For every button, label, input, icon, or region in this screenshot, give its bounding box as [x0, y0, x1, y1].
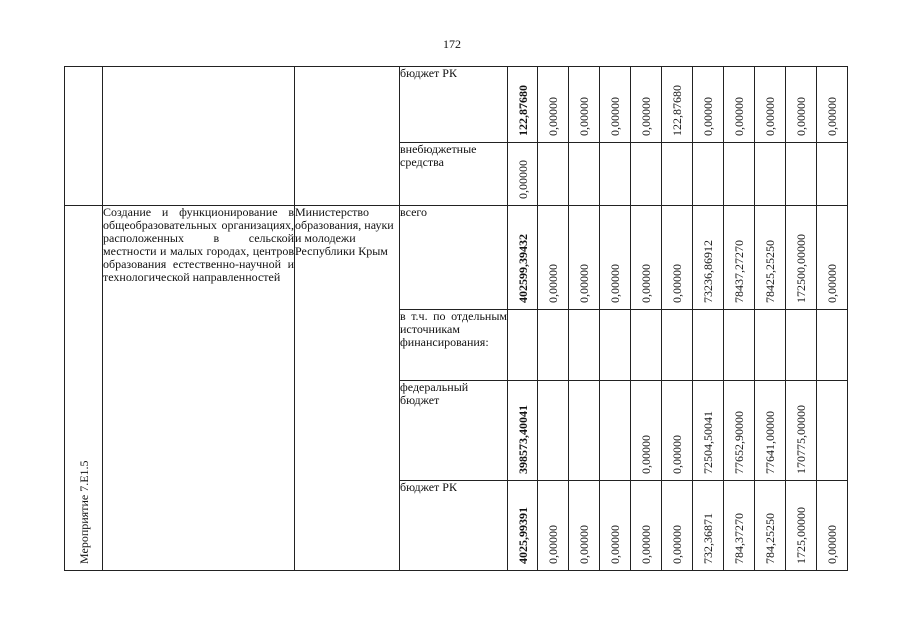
empty-cell [103, 67, 295, 206]
year-cell: 0,00000 [569, 206, 600, 310]
year-cell: 122,87680 [662, 67, 693, 143]
total-cell: 4025,99391 [508, 481, 538, 571]
source-label: бюджет РК [400, 481, 508, 571]
year-cell [662, 310, 693, 381]
year-cell [600, 381, 631, 481]
year-cell: 77641,00000 [755, 381, 786, 481]
empty-cell [65, 67, 103, 206]
year-cell: 0,00000 [817, 206, 848, 310]
source-label: бюджет РК [400, 67, 508, 143]
year-cell: 0,00000 [600, 206, 631, 310]
year-cell: 0,00000 [662, 481, 693, 571]
table-row [65, 67, 848, 143]
measure-executor: Министерство образования, науки и молодежи Республики Крым [295, 206, 400, 571]
page-number: 172 [443, 37, 461, 51]
year-cell [538, 310, 569, 381]
year-cell [600, 143, 631, 206]
year-cell [724, 310, 755, 381]
year-cell [724, 143, 755, 206]
year-cell: 78425,25250 [755, 206, 786, 310]
year-cell [569, 310, 600, 381]
year-cell: 0,00000 [631, 67, 662, 143]
year-cell [600, 310, 631, 381]
year-cell: 784,37270 [724, 481, 755, 571]
year-cell: 73236,86912 [693, 206, 724, 310]
measure-description: Создание и функционирование в общеобразовательных организациях, расположенных в сельской местности и малых городах, центров образования естественно-научной и технологической направленностей [103, 206, 295, 571]
year-cell [569, 143, 600, 206]
year-cell: 0,00000 [538, 481, 569, 571]
year-cell: 0,00000 [817, 67, 848, 143]
year-cell [817, 381, 848, 481]
source-label: внебюджетные средства [400, 143, 508, 206]
total-cell [508, 310, 538, 381]
year-cell: 0,00000 [600, 481, 631, 571]
source-label: федеральный бюджет [400, 381, 508, 481]
year-cell [755, 310, 786, 381]
total-cell: 402599,39432 [508, 206, 538, 310]
year-cell [817, 143, 848, 206]
year-cell: 0,00000 [662, 206, 693, 310]
year-cell: 0,00000 [569, 481, 600, 571]
year-cell [786, 143, 817, 206]
year-cell: 0,00000 [631, 206, 662, 310]
year-cell [786, 310, 817, 381]
empty-cell [295, 67, 400, 206]
year-cell [755, 143, 786, 206]
source-label: всего [400, 206, 508, 310]
financing-table [64, 66, 848, 571]
year-cell: 170775,00000 [786, 381, 817, 481]
year-cell: 0,00000 [786, 67, 817, 143]
year-cell [817, 310, 848, 381]
year-cell [538, 143, 569, 206]
year-cell: 0,00000 [662, 381, 693, 481]
year-cell: 0,00000 [724, 67, 755, 143]
year-cell: 77652,90000 [724, 381, 755, 481]
year-cell [693, 143, 724, 206]
year-cell: 1725,00000 [786, 481, 817, 571]
year-cell: 732,36871 [693, 481, 724, 571]
year-cell: 0,00000 [600, 67, 631, 143]
year-cell [662, 143, 693, 206]
total-cell: 398573,40041 [508, 381, 538, 481]
total-cell: 122,87680 [508, 67, 538, 143]
year-cell: 0,00000 [693, 67, 724, 143]
year-cell: 0,00000 [817, 481, 848, 571]
year-cell: 172500,00000 [786, 206, 817, 310]
year-cell: 0,00000 [538, 206, 569, 310]
year-cell: 0,00000 [569, 67, 600, 143]
year-cell [631, 310, 662, 381]
year-cell [538, 381, 569, 481]
year-cell: 0,00000 [755, 67, 786, 143]
table-row [65, 206, 848, 310]
year-cell [569, 381, 600, 481]
year-cell: 0,00000 [631, 481, 662, 571]
year-cell: 0,00000 [538, 67, 569, 143]
year-cell [693, 310, 724, 381]
measure-label: Мероприятие 7.Е1.5 [65, 206, 103, 571]
year-cell: 78437,27270 [724, 206, 755, 310]
source-label: в т.ч. по отдельным источникам финансирования: [400, 310, 508, 381]
year-cell: 0,00000 [631, 381, 662, 481]
year-cell: 72504,50041 [693, 381, 724, 481]
year-cell [631, 143, 662, 206]
year-cell: 784,25250 [755, 481, 786, 571]
total-cell: 0,00000 [508, 143, 538, 206]
